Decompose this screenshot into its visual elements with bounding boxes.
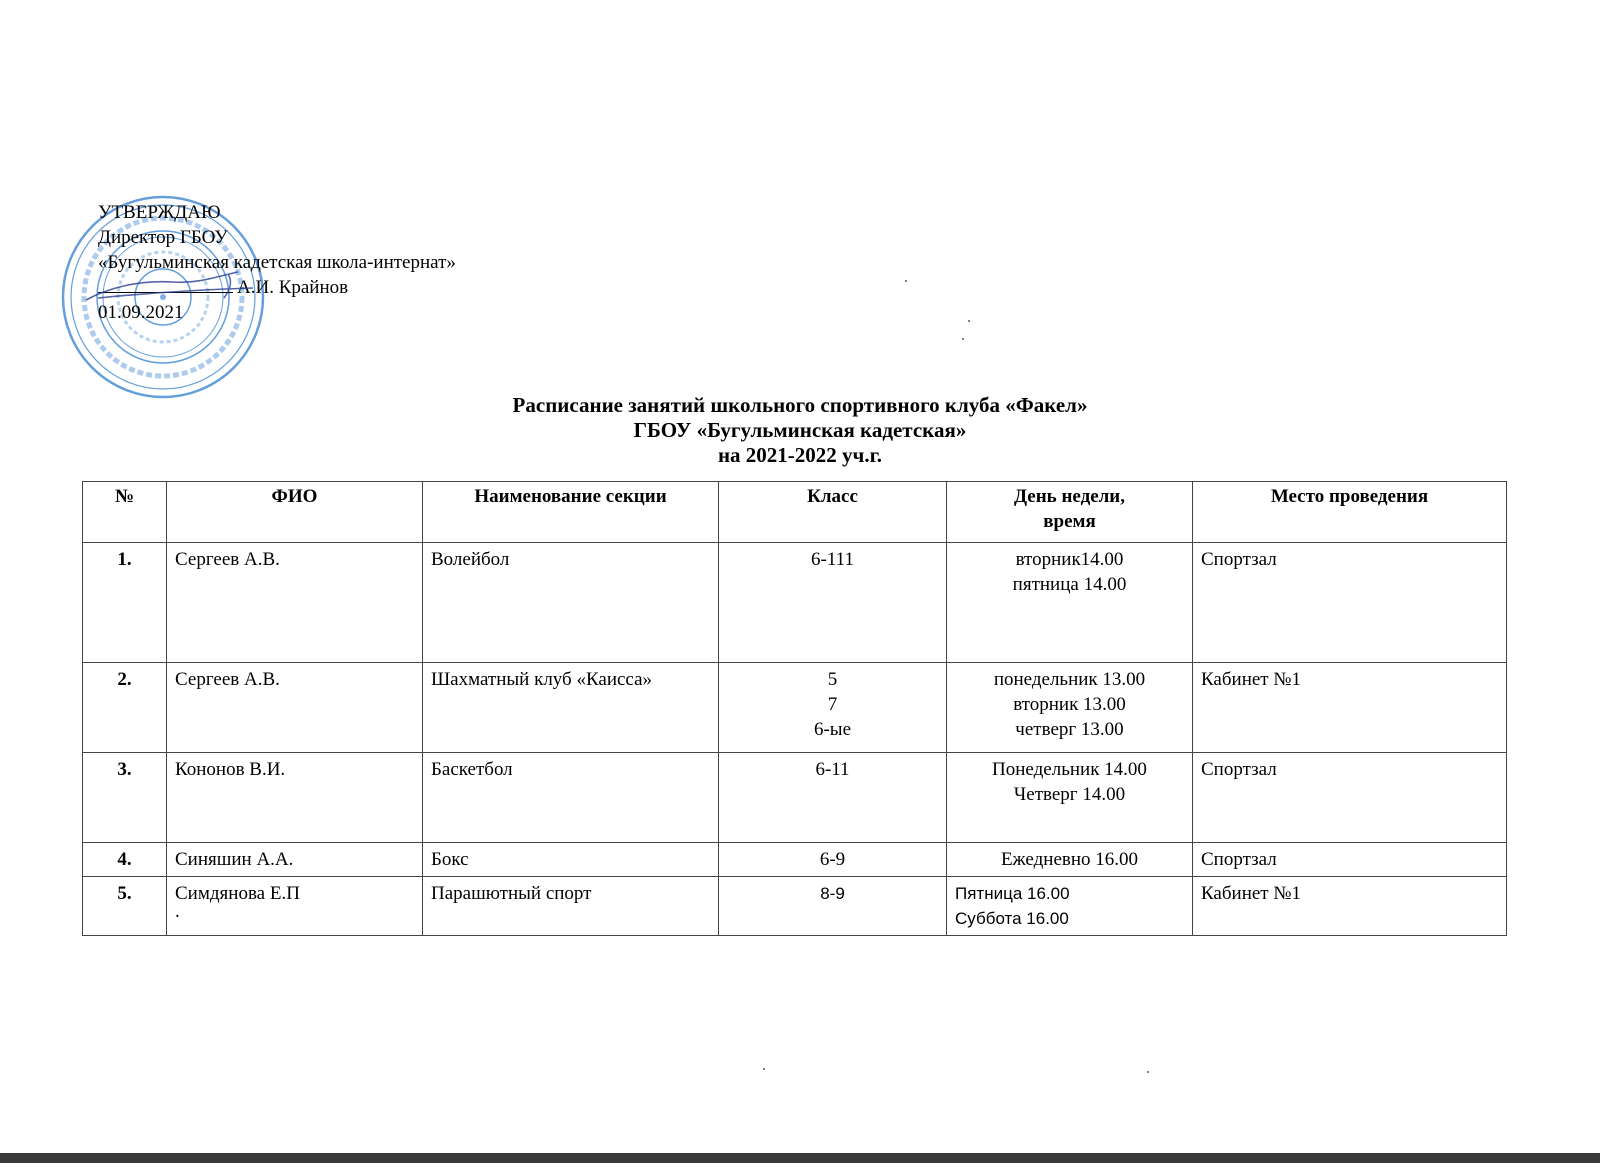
scan-speck <box>968 320 970 322</box>
row-place: Спортзал <box>1193 543 1507 663</box>
approval-director-name: А.И. Крайнов <box>237 277 349 298</box>
header-section: Наименование секции <box>423 482 719 543</box>
header-grade: Класс <box>719 482 947 543</box>
row-schedule <box>947 843 1193 877</box>
row-name: Сергеев А.В. <box>167 543 423 663</box>
grade-line: 7 <box>827 694 838 715</box>
schedule-line: вторник 13.00 <box>1013 694 1126 715</box>
row-section: Парашютный спорт <box>423 877 719 936</box>
schedule-line: вторник14.00 <box>1015 549 1124 570</box>
approval-organization: «Бугульминская кадетская школа-интернат» <box>98 252 456 273</box>
grade-line: 6-9 <box>819 849 846 870</box>
table-row <box>83 843 1507 877</box>
heading-line-2: ГБОУ «Бугульминская кадетская» <box>633 418 967 442</box>
row-section: Бокс <box>423 843 719 877</box>
row-schedule <box>947 877 1193 936</box>
row-name <box>167 877 423 936</box>
approval-date: 01.09.2021 <box>98 302 184 323</box>
approval-position: Директор ГБОУ <box>98 227 228 248</box>
header-schedule: День недели, время <box>947 482 1193 543</box>
schedule-line: Понедельник 14.00 <box>992 759 1147 780</box>
row-name: Кононов В.И. <box>167 753 423 843</box>
table-header-row <box>83 482 1507 543</box>
row-section: Волейбол <box>423 543 719 663</box>
row-grade <box>719 753 947 843</box>
grade-line: 6-11 <box>815 759 850 780</box>
scan-speck <box>905 280 907 282</box>
row-section: Шахматный клуб «Каисса» <box>423 663 719 753</box>
heading-line-3: на 2021-2022 уч.г. <box>717 443 883 467</box>
row-number: 3. <box>83 753 167 843</box>
row-name: Сергеев А.В. <box>167 663 423 753</box>
row-section: Баскетбол <box>423 753 719 843</box>
header-name: ФИО <box>167 482 423 543</box>
row-grade <box>719 543 947 663</box>
schedule-line: Пятница 16.00 <box>955 884 1070 903</box>
row-number: 5. <box>83 877 167 936</box>
schedule-line: Четверг 14.00 <box>1013 784 1126 805</box>
schedule-line: четверг 13.00 <box>1015 719 1124 740</box>
table-row <box>83 543 1507 663</box>
row-place: Кабинет №1 <box>1193 877 1507 936</box>
row-place: Спортзал <box>1193 843 1507 877</box>
heading-line-1: Расписание занятий школьного спортивного клуба «Факел» <box>512 393 1088 417</box>
row-schedule <box>947 753 1193 843</box>
header-place: Место проведения <box>1193 482 1507 543</box>
scan-speck <box>763 1068 765 1070</box>
schedule-line: Ежедневно 16.00 <box>1000 849 1139 870</box>
row-number: 4. <box>83 843 167 877</box>
row-grade <box>719 877 947 936</box>
grade-line: 6-ые <box>813 719 852 740</box>
row-grade <box>719 663 947 753</box>
approval-title: УТВЕРЖДАЮ <box>98 202 221 223</box>
grade-line: 8-9 <box>820 884 845 903</box>
scan-speck <box>962 338 964 340</box>
header-number: № <box>83 482 167 543</box>
scan-speck <box>1147 1071 1149 1073</box>
row-name-extra: . <box>175 901 180 922</box>
row-name: Синяшин А.А. <box>167 843 423 877</box>
row-number: 1. <box>83 543 167 663</box>
schedule-line: пятница 14.00 <box>1012 574 1127 595</box>
row-schedule <box>947 543 1193 663</box>
table-row <box>83 877 1507 936</box>
schedule-line: Суббота 16.00 <box>955 909 1069 928</box>
row-place: Кабинет №1 <box>1193 663 1507 753</box>
row-name-text: Симдянова Е.П <box>175 883 300 904</box>
table-row <box>83 663 1507 753</box>
grade-line: 6-111 <box>811 549 854 570</box>
grade-line: 5 <box>827 669 838 690</box>
scan-edge <box>0 1153 1600 1163</box>
row-schedule <box>947 663 1193 753</box>
schedule-line: понедельник 13.00 <box>993 669 1146 690</box>
row-grade <box>719 843 947 877</box>
table-row <box>83 753 1507 843</box>
schedule-table <box>82 481 1507 936</box>
row-number: 2. <box>83 663 167 753</box>
row-place: Спортзал <box>1193 753 1507 843</box>
handwritten-signature <box>78 268 278 308</box>
document-heading <box>0 393 1600 468</box>
